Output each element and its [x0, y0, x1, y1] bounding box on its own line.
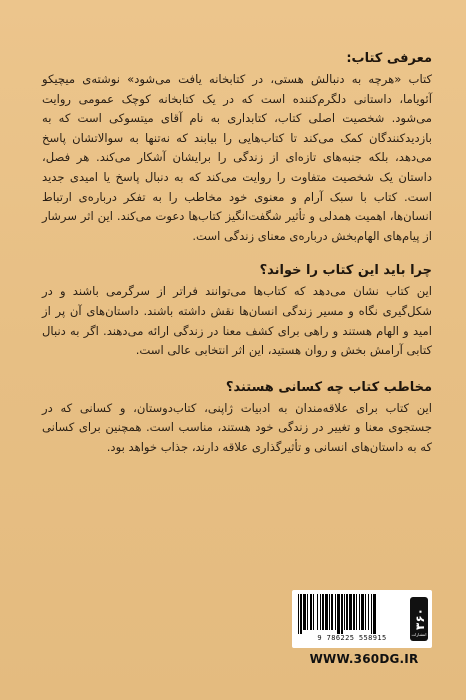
barcode-number: 9 786225 558915 — [317, 634, 387, 642]
description-text-block — [42, 50, 432, 458]
barcode-graphic — [296, 594, 408, 634]
section-body-introduction: کتاب «هرچه به دنبالش هستی، در کتابخانه یافت می‌شود» نوشته‌ی میچیکو آئویاما، داستانی دلگرم‌کننده است که در یک کتابخانه کوچک عمومی روایت می‌شود. شخصیت اصلی کتاب، کتابداری به نام آقای میتسوکی است که به بازدیدکنندگان کمک می‌کند تا کتاب‌هایی را بیابند که نه‌تنها به سوالاتشان پاسخ می‌دهد، بلکه جنبه‌های تازه‌ای از زندگی را برایشان آشکار می‌کند. هر فصل، داستان یک شخصیت متفاوت را روایت می‌کند که به دنبال پاسخ یا امیدی جدید است. کتاب با سبک آرام و معنوی خود مخاطب را به تفکر درباره‌ی ارتباط انسان‌ها، اهمیت همدلی و تأثیر شگفت‌انگیز کتاب‌ها دعوت می‌کند. این اثر سرشار از پیام‌های الهام‌بخش درباره‌ی معنای زندگی است. — [42, 72, 432, 243]
publisher-logo-number: ۳۶۰ — [413, 608, 427, 630]
section-title-introduction: معرفی کتاب: — [346, 51, 432, 66]
section-title-why-read: چرا باید این کتاب را خواند؟ — [259, 263, 432, 279]
section-body-why-read: این کتاب نشان می‌دهد که کتاب‌ها می‌توانند فراتر از سرگرمی باشند و در شکل‌گیری نگاه و مسیر زندگی انسان‌ها نقش داشته باشند. داستان‌های آن پر از امید و الهام هستند و راهی برای کشف معنا در زندگی ارائه می‌دهند. اگر به دنبال کتابی آرامش بخش و روان هستید، این اثر انتخابی عالی است. — [42, 284, 432, 358]
isbn-barcode-panel — [292, 590, 432, 648]
section-title-audience: مخاطب کتاب چه کسانی هستند؟ — [225, 379, 432, 395]
publisher-website: WWW.360DG.IR — [309, 652, 419, 666]
publisher-logo — [410, 597, 428, 641]
publisher-logo-label: انتشارات — [411, 632, 427, 637]
section-body-audience: این کتاب برای علاقه‌مندان به ادبیات ژاپنی، کتاب‌دوستان، و کسانی که در جستجوی معنا و تغییر در زندگی خود هستند، مناسب است. همچنین برای کسانی که به داستان‌های انسانی و تأثیرگذاری علاقه دارند، جذاب خواهد بود. — [42, 400, 432, 454]
